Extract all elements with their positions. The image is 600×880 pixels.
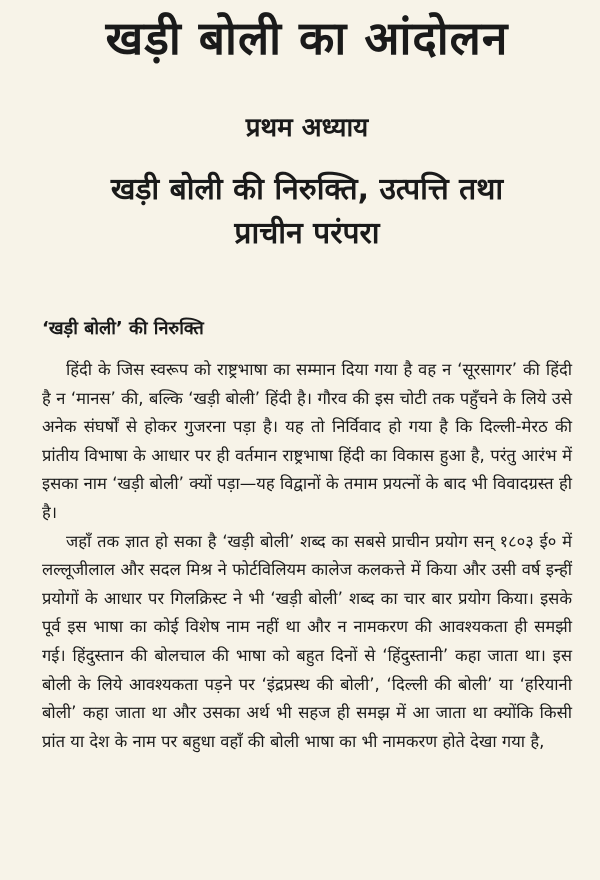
- body-paragraph-1: हिंदी के जिस स्वरूप को राष्ट्रभाषा का सम्मान दिया गया है वह न ‘सूरसागर’ की हिंदी है न ‘मानस’ की, बल्कि ‘खड़ी बोली’ हिंदी है। गौरव की इस चोटी तक पहुँचने के लिये उसे अनेक संघर्षों से होकर गुजरना पड़ा है। यह तो निर्विवाद हो गया है कि दिल्ली-मेरठ की प्रांतीय विभाषा के आधार पर ही वर्तमान राष्ट्रभाषा हिंदी का विकास हुआ है, परंतु आरंभ में इसका नाम ‘खड़ी बोली’ क्यों पड़ा—यह विद्वानों के तमाम प्रयत्नों के बाद भी विवादग्रस्त ही है।: [42, 360, 572, 522]
- chapter-title-line-1: खड़ी बोली की निरुक्ति, उत्पत्ति तथा: [110, 172, 504, 207]
- chapter-label: प्रथम अध्याय: [245, 113, 369, 143]
- body-paragraph-2: जहाँ तक ज्ञात हो सका है ‘खड़ी बोली’ शब्द का सबसे प्राचीन प्रयोग सन् १८०३ ई० में लल्लूजीलाल और सदल मिश्र ने फोर्टविलियम कालेज कलकत्ते में किया और उसी वर्ष इन्हीं प्रयोगों के आधार पर गिलक्रिस्ट ने भी ‘खड़ी बोली’ शब्द का चार बार प्रयोग किया। इसके पूर्व इस भाषा का कोई विशेष नाम नहीं था और न नामकरण की आवश्यकता ही समझी गई। हिंदुस्तान की बोलचाल की भाषा को बहुत दिनों से ‘हिंदुस्तानी’ कहा जाता था। इस बोली के लिये आवश्यकता पड़ने पर ‘इंद्रप्रस्थ की बोली’, ‘दिल्ली की बोली’ या ‘हरियानी बोली’ कहा जाता था और उसका अर्थ भी सहज ही समझ में आ जाता था क्योंकि किसी प्रांत या देश के नाम पर बहुधा वहाँ की बोली भाषा का भी नामकरण होते देखा गया है,: [42, 531, 572, 751]
- book-title: खड़ी बोली का आंदोलन: [105, 11, 509, 65]
- chapter-title: [42, 168, 572, 256]
- section-heading: ‘खड़ी बोली’ की निरुक्ति: [42, 318, 204, 339]
- chapter-title-line-2: प्राचीन परंपरा: [234, 216, 380, 251]
